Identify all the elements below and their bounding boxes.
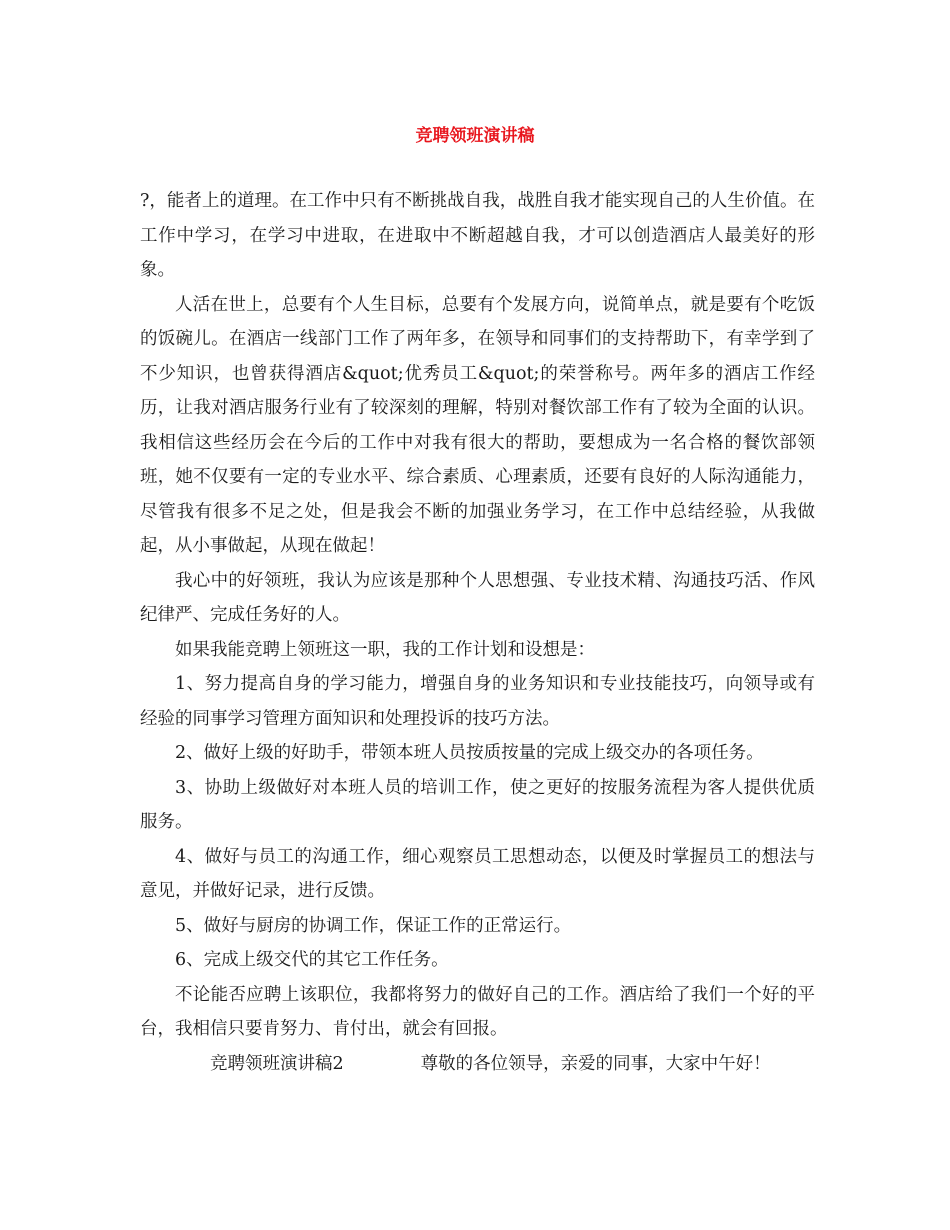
document-body [140, 184, 815, 1081]
paragraph-3: 我心中的好领班，我认为应该是那种个人思想强、专业技术精、沟通技巧活、作风纪律严、完成任务好的人。 [140, 570, 815, 625]
paragraph-4: 如果我能竞聘上领班这一职，我的工作计划和设想是： [175, 639, 595, 660]
paragraph-closing: 不论能否应聘上该职位，我都将努力的做好自己的工作。酒店给了我们一个好的平台，我相信只要肯努力、肯付出，就会有回报。 [140, 984, 815, 1039]
list-item-4: 4、做好与员工的沟通工作，细心观察员工思想动态，以便及时掌握员工的想法与意见，并做好记录，进行反馈。 [140, 846, 815, 901]
list-item-1: 1、努力提高自身的学习能力，增强自身的业务知识和专业技能技巧，向领导或有经验的同事学习管理方面知识和处理投诉的技巧方法。 [140, 674, 815, 729]
paragraph-2: 人活在世上，总要有个人生目标，总要有个发展方向，说简单点，就是要有个吃饭的饭碗儿。在酒店一线部门工作了两年多，在领导和同事们的支持帮助下，有幸学到了不少知识，也曾获得酒店&quot;优秀员工&quot;的荣誉称号。两年多的酒店工作经历，让我对酒店服务行业有了较深刻的理解，特别对餐饮部工作有了较为全面的认识。我相信这些经历会在今后的工作中对我有很大的帮助，要想成为一名合格的餐饮部领班，她不仅要有一定的专业水平、综合素质、心理素质，还要有良好的人际沟通能力，尽管我有很多不足之处，但是我会不断的加强业务学习，在工作中总结经验，从我做起，从小事做起，从现在做起！ [140, 294, 815, 556]
next-speech-greeting: 尊敬的各位领导，亲爱的同事，大家中午好！ [420, 1053, 771, 1074]
list-item-6: 6、完成上级交代的其它工作任务。 [175, 950, 449, 970]
next-speech-line [140, 1047, 815, 1082]
paragraph-1: ?，能者上的道理。在工作中只有不断挑战自我，战胜自我才能实现自己的人生价值。在工作中学习，在学习中进取，在进取中不断超越自我，才可以创造酒店人最美好的形象。 [140, 191, 815, 280]
document-title: 竞聘领班演讲稿 [415, 126, 535, 146]
list-item-3: 3、协助上级做好对本班人员的培训工作，使之更好的按服务流程为客人提供优质服务。 [140, 777, 815, 832]
list-item-2: 2、做好上级的好助手，带领本班人员按质按量的完成上级交办的各项任务。 [175, 743, 764, 763]
next-speech-heading: 竞聘领班演讲稿2 [210, 1053, 344, 1074]
list-item-5: 5、做好与厨房的协调工作，保证工作的正常运行。 [175, 915, 572, 936]
